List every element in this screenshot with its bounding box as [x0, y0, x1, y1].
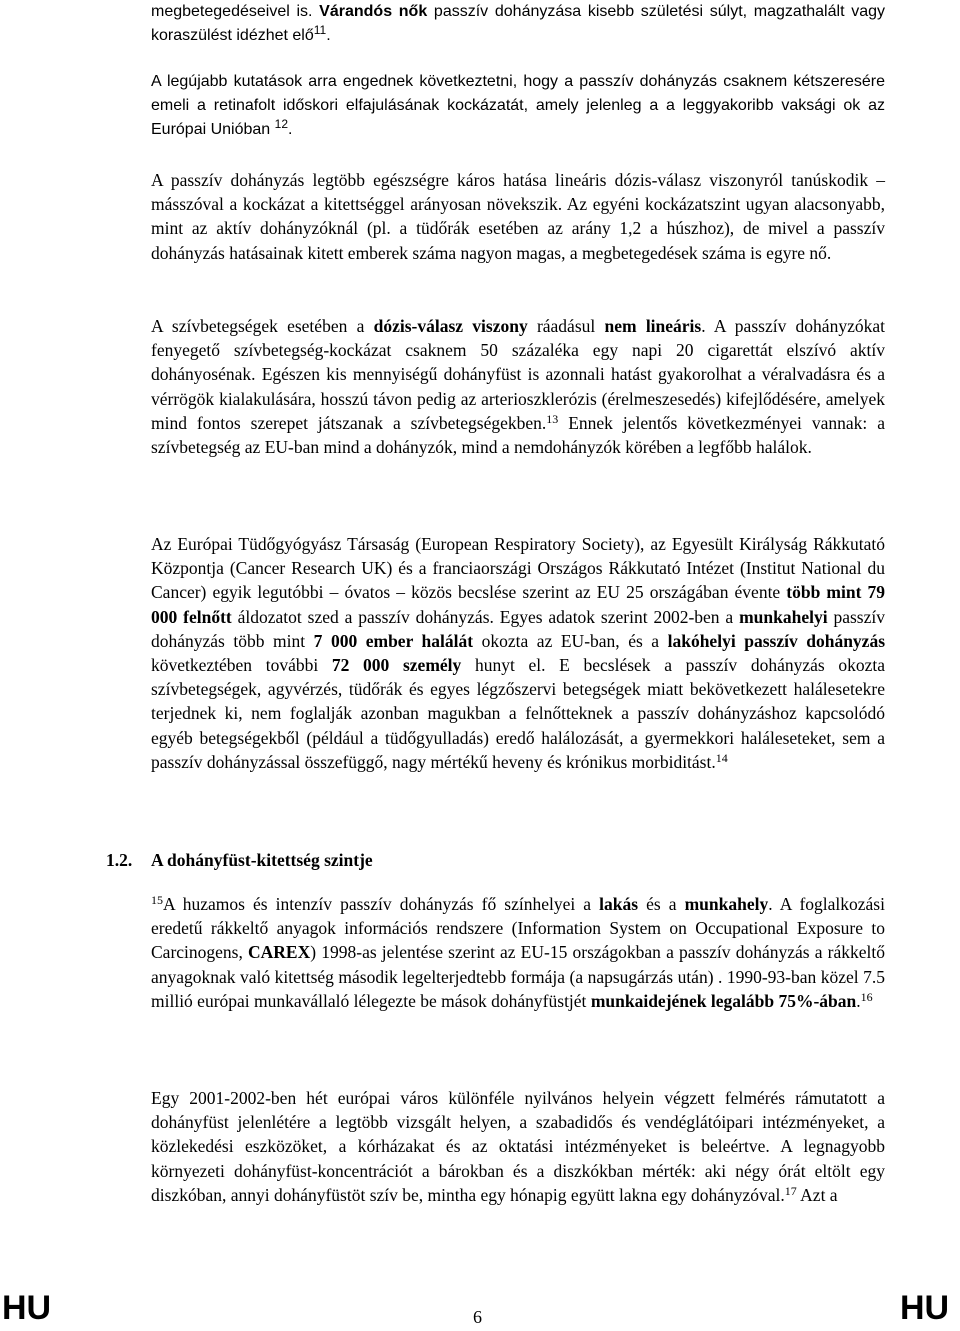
- page-number: 6: [473, 1307, 482, 1327]
- text: A huzamos és intenzív passzív dohányzás fő színhelyei a: [163, 894, 600, 914]
- paragraph-mortality-estimates: [151, 532, 885, 774]
- footnote-ref: 11: [313, 23, 327, 38]
- paragraph-pregnant-women: [151, 0, 885, 48]
- paragraph-dose-response: [151, 168, 885, 265]
- paragraph-city-survey: [151, 1086, 885, 1207]
- footnote-ref: 15: [151, 893, 163, 907]
- section-title: A dohányfüst-kitettség szintje: [151, 850, 373, 870]
- text: hunyt el. E becslések a passzív dohányzás okozta szívbetegségek, agyvérzés, tüdőrák és egyes légzőszervi betegségek miatt bekövetkezett halálesetekre terjednek ki, nem foglalják azonban magukban a felnőtteknek a passzív dohányzáshoz kapcsolódó egyéb betegségekből (például a tüdőgyulladás) eredő halálozását, a gyermekkori haláleseteket, sem a passzív dohányzással összefüggő, nagy mértékű heveny és krónikus morbiditást.: [151, 655, 885, 772]
- text: A szívbetegségek esetében a: [151, 316, 374, 336]
- text: áldozatot szed a passzív dohányzás. Egyes adatok szerint 2002-ben a: [231, 606, 740, 627]
- footer-language-mark-right: HU: [900, 1289, 950, 1327]
- bold-text: munkahely: [684, 894, 769, 914]
- text: A passzív dohányzás legtöbb egészségre káros hatása lineáris dózis-válasz viszonyról tanúskodik – másszóval a kockázat a kitettséggel arányosan növekszik. Az egyéni kockázatszint ugyan alacsonyabb, mint az aktív dohányzóknál (pl. a tüdőrák esetében az arány 1,2 a húszhoz), de mivel a passzív dohányzás hatásainak kitett emberek száma nagyon magas, a megbetegedések száma is egyre nő.: [151, 170, 885, 263]
- footnote-ref: 12: [274, 117, 288, 132]
- text: következtében további: [151, 655, 332, 676]
- text: A legújabb kutatások arra engednek következtetni, hogy a passzív dohányzás csaknem kétszeresére emeli a retinafolt időskori elfajulásának kockázatát, amely jelenleg a a leggyakoribb vaksági ok az Európai Unióban: [151, 73, 885, 139]
- section-number: 1.2.: [106, 850, 133, 870]
- bold-text: munkahelyi: [739, 606, 828, 627]
- text: Az Európai Tüdőgyógyász Társaság (European Respiratory Society), az Egyesült Királyság Rákkutató Központja (Cancer Research UK) és a franciaországi Országos Rákkutató Intézet (Institut National du Cancer) egyik legutóbbi – óvatos – közös becslése szerint az EU 25 országában évente: [151, 534, 885, 603]
- bold-text: több mint 79 000 felnőtt: [151, 582, 885, 627]
- bold-text: Várandós nők: [319, 3, 428, 20]
- text: Egy 2001-2002-ben hét európai város különféle nyilvános helyein végzett felmérés rámutatott a dohányfüst jelenlétére a legtöbb vizsgált helyen, a szabadidős és vendéglátóipari intézményeket, a közlekedési eszközöket, a kórházakat és az oktatási intézményeket is beleértve. A legnagyobb környezeti dohányfüst-koncentrációt a bárokban és a diszkókban mérték: aki négy órát eltölt egy diszkóban, annyi dohányfüstöt szív be, mintha egy hónapig együtt lakna egy dohányzóval.: [151, 1088, 885, 1205]
- bold-text: dózis-válasz viszony: [373, 316, 528, 336]
- footnote-ref: 13: [546, 411, 559, 426]
- text: Azt a: [796, 1184, 838, 1205]
- text: megbetegedéseivel is.: [151, 3, 320, 20]
- bold-text: 72 000 személy: [331, 655, 462, 676]
- text: . A foglalkozási eredetű rákkeltő anyagok információs rendszere (Information System on Occupational Exposure to Carcinogens,: [151, 894, 885, 963]
- bold-text: lakás: [599, 894, 639, 914]
- paragraph-heart-disease: [151, 314, 885, 459]
- footnote-ref: 14: [715, 750, 728, 765]
- bold-text: lakóhelyi passzív dohányzás: [667, 630, 885, 651]
- footer-language-mark-left: HU: [2, 1289, 52, 1327]
- text: ráadásul: [527, 316, 605, 336]
- text: Ennek jelentős következményei vannak: a szívbetegség az EU-ban mind a dohányzók, mind a nemdohányzók körében a legfőbb halálok.: [151, 412, 885, 458]
- text: .: [326, 27, 331, 45]
- text: okozta az EU-ban, és a: [473, 630, 668, 651]
- paragraph-exposure-places: [151, 892, 885, 1013]
- text: . A passzív dohányzókat fenyegető szívbetegség-kockázat csaknem 50 százaléka egy napi 20 cigarettát elszívó aktív dohányosénak. Egészen kis mennyiségű dohányfüst is azonnali hatást gyakorolhat a véralvadásra és a vérrögök kialakulására, hosszú távon pedig az arterioszklerózis (érelmeszesedés) kifejlődésére, amelyek mind fontos szerepet játszanak a szívbetegségekben.: [151, 316, 885, 433]
- text: ) 1998-as jelentése szerint az EU-15 országokban a passzív dohányzás a rákkeltő anyagoknak való kitettség második legelterjedtebb formája (a napsugárzás után) . 1990-93-ban közel 7.5 millió európai munkavállaló lélegezte be mások dohányfüstjét: [151, 942, 885, 1011]
- bold-text: 7 000 ember halálát: [313, 630, 474, 651]
- text: passzív dohányzása kisebb születési súlyt, magzathalált vagy koraszülést idézhet elő: [151, 3, 886, 45]
- bold-text: munkaidejének legalább 75%-ában: [590, 990, 857, 1011]
- footnote-ref: 16: [860, 989, 873, 1004]
- paragraph-retina: [151, 70, 885, 143]
- bold-text: CAREX: [248, 942, 311, 963]
- text: passzív dohányzás több mint: [151, 606, 885, 651]
- text: .: [856, 990, 861, 1011]
- text: .: [288, 121, 293, 139]
- bold-text: nem lineáris: [604, 316, 702, 336]
- footnote-ref: 17: [784, 1183, 797, 1198]
- text: és a: [638, 894, 685, 914]
